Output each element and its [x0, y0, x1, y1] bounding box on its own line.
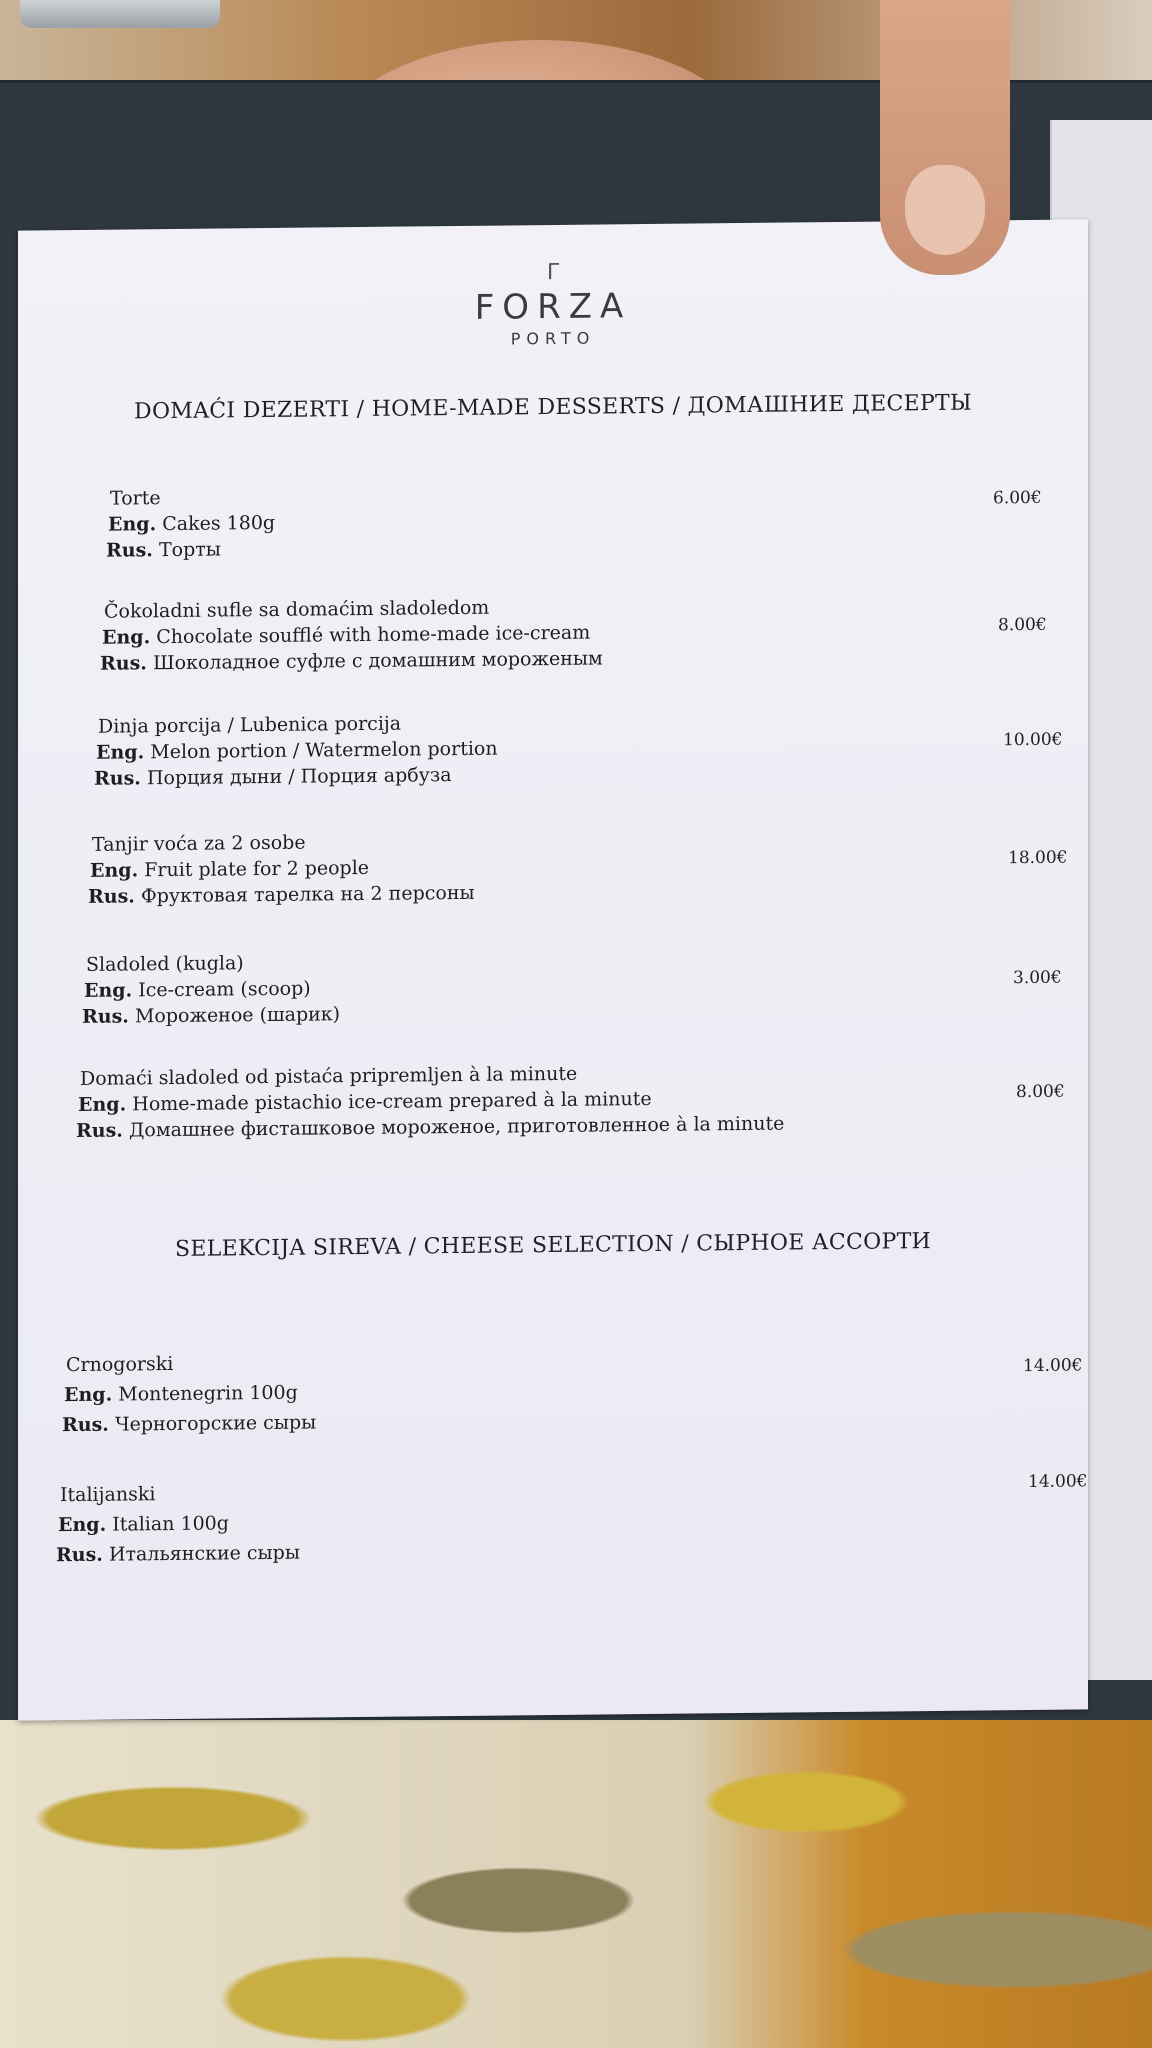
item-local-name: Italijanski: [60, 1483, 156, 1507]
eng-label: Eng.: [78, 1093, 127, 1116]
rus-label: Rus.: [76, 1119, 123, 1142]
rus-label: Rus.: [100, 652, 147, 675]
eng-label: Eng.: [58, 1513, 107, 1537]
menu-page: [18, 219, 1088, 1720]
item-rus-name: Фруктовая тарелка на 2 персоны: [140, 881, 475, 908]
patterned-fabric: [0, 1720, 1152, 2048]
menu-item: [18, 475, 1088, 586]
item-rus-name: Черногорские сыры: [114, 1411, 317, 1436]
item-eng-name: Chocolate soufflé with home-made ice-cream: [156, 621, 591, 649]
item-local-name: Torte: [110, 487, 161, 510]
item-eng-name: Cakes 180g: [162, 511, 276, 536]
wristwatch: [20, 0, 220, 28]
logo-mark-icon: ᒥ: [546, 259, 560, 286]
eng-label: Eng.: [90, 859, 139, 882]
menu-item: [18, 703, 1088, 814]
item-eng-name: Melon portion / Watermelon portion: [150, 737, 498, 764]
rus-label: Rus.: [88, 885, 135, 908]
rus-label: Rus.: [56, 1543, 103, 1567]
item-eng-name: Home-made pistachio ice-cream prepared à la minute: [132, 1087, 652, 1116]
item-price: 14.00€: [1023, 1355, 1083, 1377]
eng-label: Eng.: [102, 626, 151, 649]
eng-label: Eng.: [64, 1383, 113, 1407]
item-local-name: Tanjir voća za 2 osobe: [92, 831, 306, 856]
item-local-name: Čokoladni sufle sa domaćim sladoledom: [104, 596, 490, 623]
item-price: 10.00€: [1003, 729, 1063, 751]
menu-item: [18, 821, 1088, 932]
item-price: 3.00€: [1013, 967, 1062, 989]
item-local-name: Sladoled (kugla): [86, 952, 244, 976]
item-local-name: Dinja porcija / Lubenica porcija: [98, 712, 402, 738]
item-local-name: Crnogorski: [66, 1352, 174, 1377]
item-price: 8.00€: [1016, 1081, 1065, 1103]
rus-label: Rus.: [62, 1413, 109, 1437]
item-eng-name: Fruit plate for 2 people: [144, 856, 370, 882]
section-title-cheese: SELEKCIJA SIREVA / CHEESE SELECTION / СЫРНОЕ АССОРТИ: [174, 1229, 932, 1262]
item-rus-name: Порция дыни / Порция арбуза: [146, 764, 452, 790]
item-rus-name: Домашнее фисташковое мороженое, приготовленное à la minute: [128, 1112, 785, 1142]
item-price: 18.00€: [1008, 847, 1068, 869]
item-eng-name: Italian 100g: [112, 1512, 229, 1536]
item-price: 6.00€: [993, 487, 1042, 509]
item-local-name: Domaći sladoled od pistaća pripremljen à la minute: [80, 1062, 578, 1090]
eng-label: Eng.: [96, 741, 145, 764]
item-rus-name: Мороженое (шарик): [134, 1003, 341, 1028]
item-eng-name: Ice-cream (scoop): [138, 977, 311, 1002]
brand-sub: PORTO: [510, 328, 596, 349]
rus-label: Rus.: [94, 767, 141, 790]
thumb-nail: [905, 165, 985, 255]
item-rus-name: Торты: [158, 538, 221, 562]
menu-item: [18, 1341, 1088, 1452]
rus-label: Rus.: [82, 1005, 129, 1028]
item-rus-name: Шоколадное суфле с домашним мороженым: [152, 647, 603, 675]
brand-name: FORZA: [474, 286, 632, 328]
menu-item: [18, 1471, 1088, 1582]
section-title-desserts: DOMAĆI DEZERTI / HOME-MADE DESSERTS / ДОМАШНИЕ ДЕСЕРТЫ: [134, 390, 972, 425]
menu-item: [18, 941, 1088, 1052]
item-price: 8.00€: [998, 614, 1047, 636]
eng-label: Eng.: [108, 513, 157, 536]
item-price: 14.00€: [1028, 1471, 1088, 1493]
menu-item: [18, 588, 1088, 699]
menu-item: [18, 1055, 1088, 1166]
item-eng-name: Montenegrin 100g: [118, 1381, 298, 1406]
eng-label: Eng.: [84, 979, 133, 1002]
item-rus-name: Итальянские сыры: [108, 1541, 300, 1566]
rus-label: Rus.: [106, 539, 153, 562]
